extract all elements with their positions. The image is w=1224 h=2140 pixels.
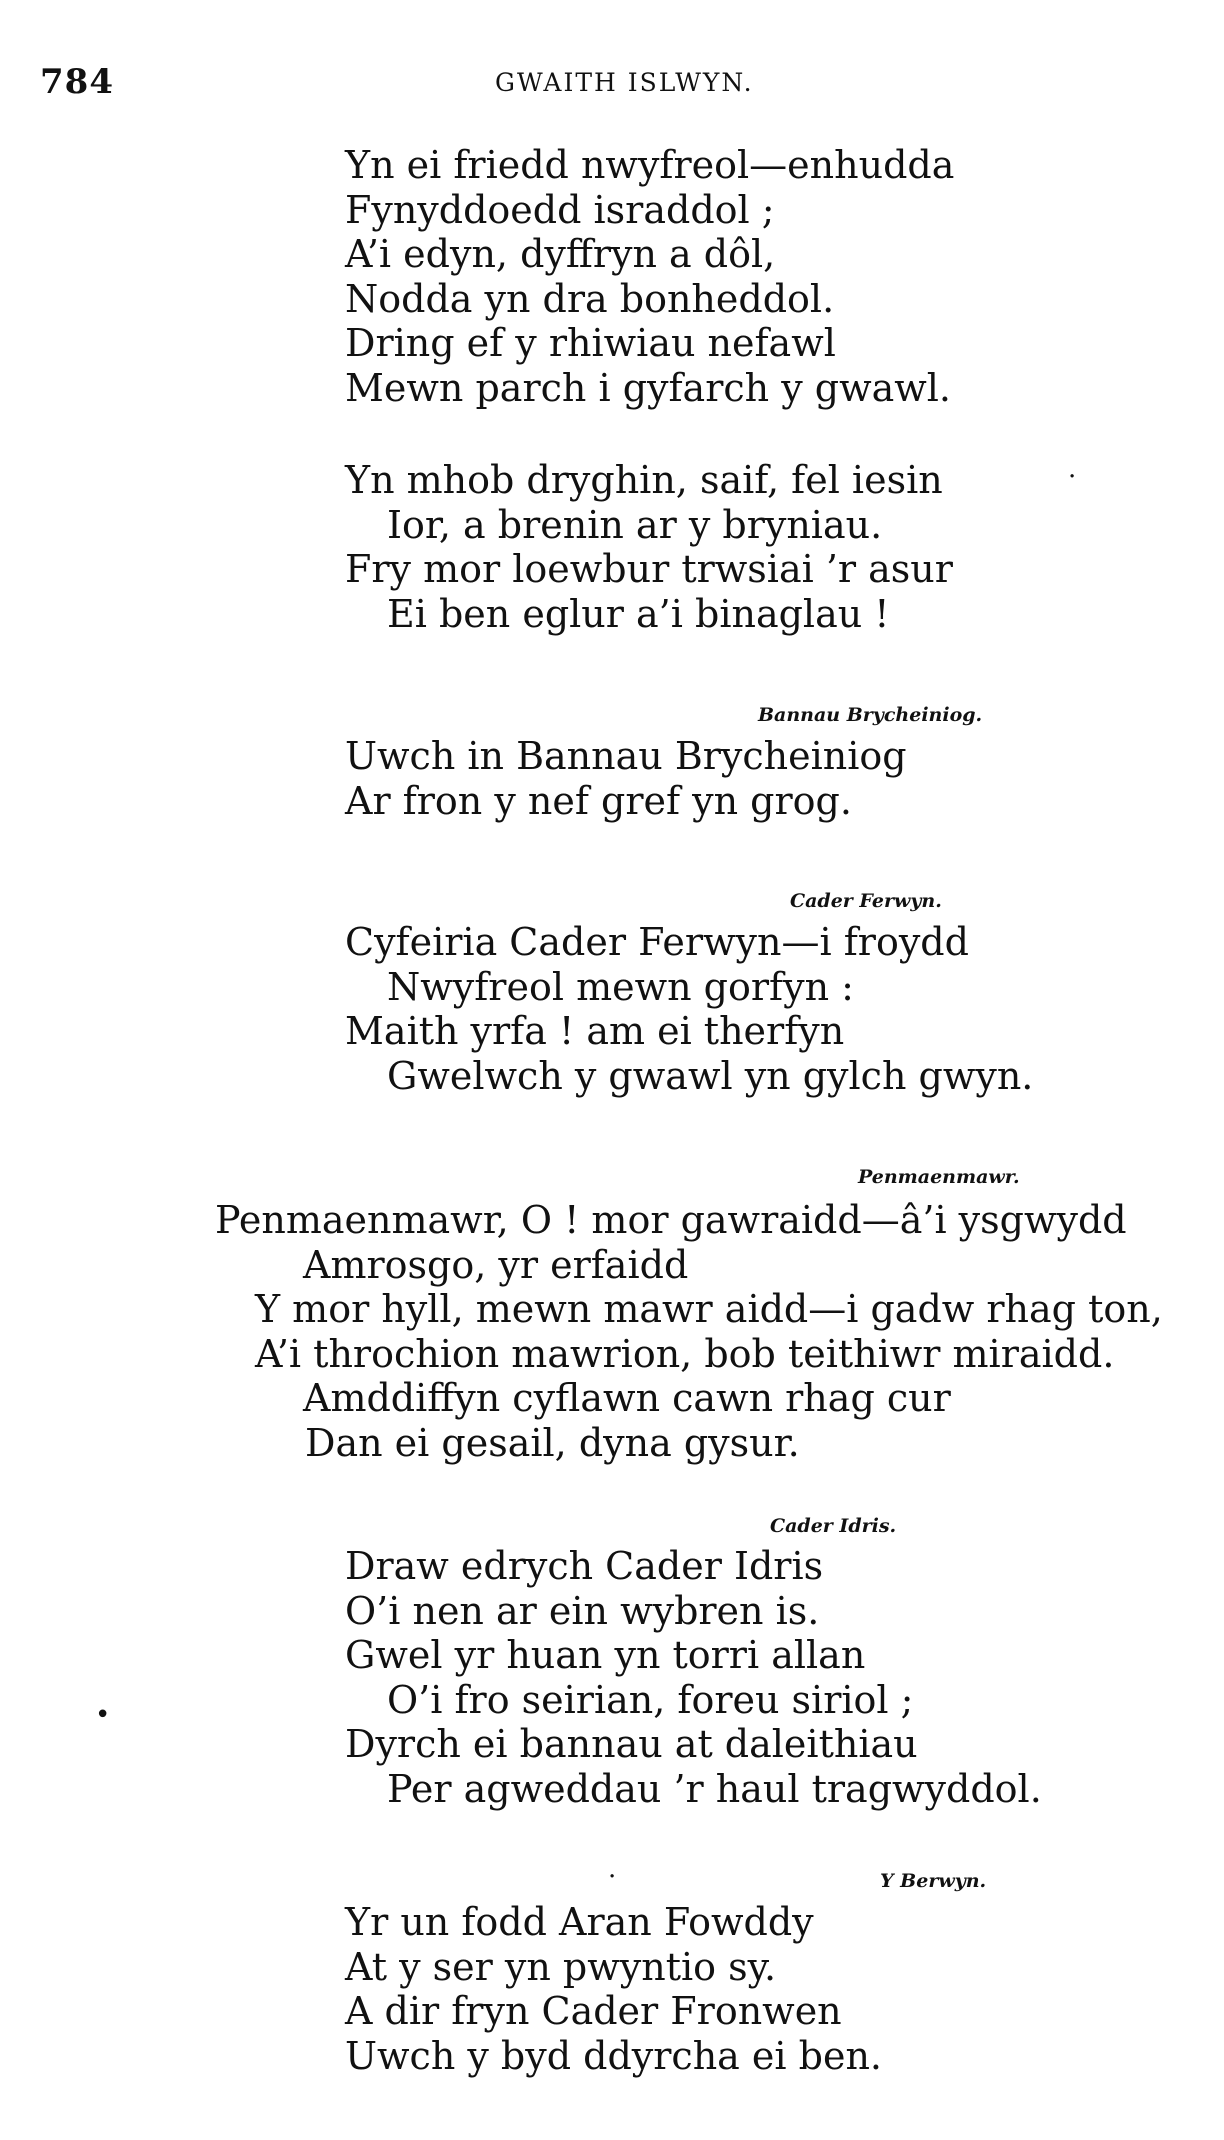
verse-line: Gwelwch y gwawl yn gylch gwyn. xyxy=(387,1053,1034,1098)
verse-line: A dir fryn Cader Fronwen xyxy=(345,1989,842,2033)
print-speck: · xyxy=(608,1862,617,1892)
stanza xyxy=(345,143,954,410)
verse-line: Mewn parch i gyfarch y gwawl. xyxy=(345,365,952,410)
verse-line: Maith yrfa ! am ei therfyn xyxy=(345,1009,845,1053)
stanza xyxy=(215,1198,1163,1465)
verse-line: Ar fron y nef gref yn grog. xyxy=(345,778,852,823)
verse-line: Draw edrych Cader Idris xyxy=(345,1544,824,1588)
section-caption: Y Berwyn. xyxy=(880,1870,987,1892)
verse-line: Fry mor loewbur trwsiai ’r asur xyxy=(345,547,953,591)
verse-line: Dring ef y rhiwiau nefawl xyxy=(345,321,836,365)
verse-line: Fynyddoedd israddol ; xyxy=(345,187,775,232)
verse-line: O’i fro seirian, foreu siriol ; xyxy=(387,1677,914,1722)
section-caption: Bannau Brycheiniog. xyxy=(758,704,983,726)
section-caption: Cader Ferwyn. xyxy=(790,890,942,912)
verse-line: O’i nen ar ein wybren is. xyxy=(345,1588,820,1633)
verse-line: Uwch y byd ddyrcha ei ben. xyxy=(345,2033,882,2078)
stanza xyxy=(345,920,1033,1098)
verse-line: Per agweddau ’r haul tragwyddol. xyxy=(387,1766,1042,1811)
verse-line: Dyrch ei bannau at daleithiau xyxy=(345,1722,918,1766)
verse-line: Yn mhob dryghin, saif, fel iesin xyxy=(345,458,943,502)
verse-line: Y mor hyll, mewn mawr aidd—i gadw rhag ton, xyxy=(255,1287,1163,1331)
verse-line: Nodda yn dra bonheddol. xyxy=(345,276,835,321)
section-caption: Penmaenmawr. xyxy=(858,1166,1020,1188)
verse-line: Cyfeiria Cader Ferwyn—i froydd xyxy=(345,920,969,964)
verse-line: A’i edyn, dyffryn a dôl, xyxy=(345,232,776,276)
verse-line: Penmaenmawr, O ! mor gawraidd—â’i ysgwydd xyxy=(215,1198,1127,1242)
verse-line: Nwyfreol mewn gorfyn : xyxy=(387,964,854,1009)
verse-line: Amddiffyn cyflawn cawn rhag cur xyxy=(303,1376,951,1420)
verse-line: Ei ben eglur a’i binaglau ! xyxy=(387,591,890,636)
print-speck: · xyxy=(1068,462,1077,492)
verse-line: A’i throchion mawrion, bob teithiwr miraidd. xyxy=(255,1331,1115,1376)
verse-line: Dan ei gesail, dyna gysur. xyxy=(305,1420,800,1465)
stanza xyxy=(345,1544,1042,1811)
section-caption: Cader Idris. xyxy=(770,1515,897,1537)
verse-line: Amrosgo, yr erfaidd xyxy=(303,1242,689,1287)
print-speck: • xyxy=(95,1700,111,1730)
verse-line: Gwel yr huan yn torri allan xyxy=(345,1633,866,1677)
verse-line: At y ser yn pwyntio sy. xyxy=(345,1944,777,1989)
running-title: GWAITH ISLWYN. xyxy=(495,68,754,97)
verse-line: Yn ei friedd nwyfreol—enhudda xyxy=(345,143,955,187)
stanza xyxy=(345,734,907,823)
page-number: 784 xyxy=(40,62,114,102)
verse-line: Uwch in Bannau Brycheiniog xyxy=(345,734,907,778)
stanza xyxy=(345,458,953,636)
verse-line: Yr un fodd Aran Fowddy xyxy=(345,1900,814,1944)
verse-line: Ior, a brenin ar y bryniau. xyxy=(387,502,883,547)
stanza xyxy=(345,1900,882,2078)
